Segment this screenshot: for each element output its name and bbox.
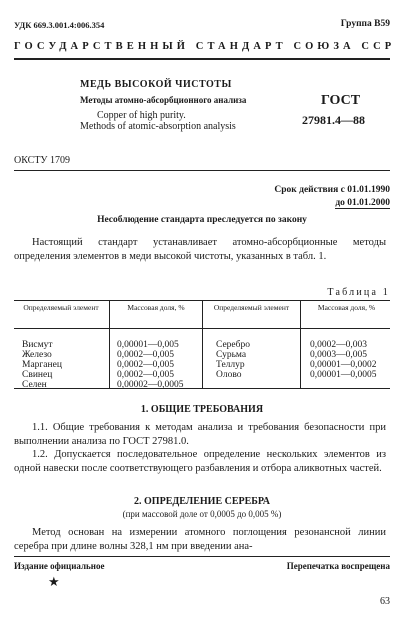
table-cell: 0,0002—0,005 — [117, 360, 174, 370]
okstu-rule — [14, 170, 390, 171]
okstu-code: ОКСТУ 1709 — [14, 155, 71, 166]
table-cell: 0,0002—0,005 — [117, 350, 174, 360]
table-cell: 0,00002—0,0005 — [117, 380, 184, 390]
table-cell: Свинец — [22, 370, 53, 380]
table-col-values-right — [310, 340, 377, 380]
table-cell: 0,0002—0,003 — [310, 340, 367, 350]
section-2-subtitle: (при массовой доле от 0,0005 до 0,005 %) — [122, 509, 282, 519]
title-ru-methods: Методы атомно-абсорбционного анализа — [80, 95, 247, 105]
official-edition: Издание официальное — [14, 561, 105, 571]
section-2-title: 2. ОПРЕДЕЛЕНИЕ СЕРЕБРА — [134, 496, 270, 507]
table-cell: Олово — [216, 370, 242, 380]
table-cell: 0,0003—0,005 — [310, 350, 367, 360]
table-caption: Таблица 1 — [327, 287, 390, 298]
footer-rule — [14, 556, 390, 557]
table-col-values-left — [117, 340, 184, 390]
validity-to: до 01.01.2000 — [335, 198, 390, 208]
table-cell: 0,00001—0,0005 — [310, 370, 377, 380]
table-cell: Марганец — [22, 360, 62, 370]
table-col-sep — [109, 300, 110, 388]
title-ru: МЕДЬ ВЫСОКОЙ ЧИСТОТЫ — [80, 79, 232, 90]
group-code: Группа В59 — [340, 19, 390, 29]
table-cell: Селен — [22, 380, 47, 390]
title-en-2: Methods of atomic-absorption analysis — [80, 121, 236, 132]
state-standard-heading: ГОСУДАРСТВЕННЫЙ СТАНДАРТ СОЮЗА ССР — [14, 41, 396, 52]
table-col-sep — [202, 300, 203, 388]
violation-notice: Несоблюдение стандарта преследуется по закону — [97, 215, 307, 225]
table-cell: Сурьма — [216, 350, 247, 360]
page-number: 63 — [380, 596, 390, 607]
section-1-title: 1. ОБЩИЕ ТРЕБОВАНИЯ — [140, 404, 264, 415]
table-cell: 0,00001—0,005 — [117, 340, 179, 350]
table-col-elements-left — [22, 340, 62, 390]
table-cell: Серебро — [216, 340, 250, 350]
table-cell: Железо — [22, 350, 52, 360]
section-2-p1: Метод основан на измерении атомного поглощения резонансной линии серебра при длине волны 328,1 нм при введении ана- — [14, 527, 386, 552]
intro-paragraph: Настоящий стандарт устанавливает атомно-абсорбционные методы определения элементов в меди высокой чистоты, указанных в табл. 1. — [14, 237, 386, 262]
title-en-1: Copper of high purity. — [97, 110, 186, 121]
section-1-p1: 1.1. Общие требования к методам анализа и требования безопасности при выполнении анализа по ГОСТ 27981.0. — [14, 422, 386, 447]
section-1-p2: 1.2. Допускается последовательное определение нескольких элементов из одной навески после соответствующего разбавления и отбора аликвотных частей. — [14, 449, 386, 474]
header-rule — [14, 58, 390, 60]
table-cell: Теллур — [216, 360, 245, 370]
table-header-element: Определяемый элемент — [213, 303, 290, 312]
table-header-mass: Массовая доля, % — [317, 303, 376, 312]
reprint-prohibited: Перепечатка воспрещена — [286, 561, 390, 571]
table-col-elements-right — [216, 340, 250, 380]
gost-number: 27981.4—88 — [302, 113, 365, 127]
table-cell: Висмут — [22, 340, 53, 350]
star-icon: ★ — [48, 574, 60, 589]
validity-period — [274, 184, 390, 210]
table-col-sep — [300, 300, 301, 388]
table-cell: 0,00001—0,0002 — [310, 360, 377, 370]
gost-label: ГОСТ — [321, 93, 361, 108]
table-header-element: Определяемый элемент — [23, 303, 99, 312]
table-header-mass: Массовая доля, % — [127, 303, 185, 312]
validity-from: Срок действия с 01.01.1990 — [274, 185, 390, 195]
udk-code: УДК 669.3.001.4:006.354 — [14, 20, 105, 30]
table-cell: 0,0002—0,005 — [117, 370, 174, 380]
table-bottom-rule — [14, 388, 390, 389]
